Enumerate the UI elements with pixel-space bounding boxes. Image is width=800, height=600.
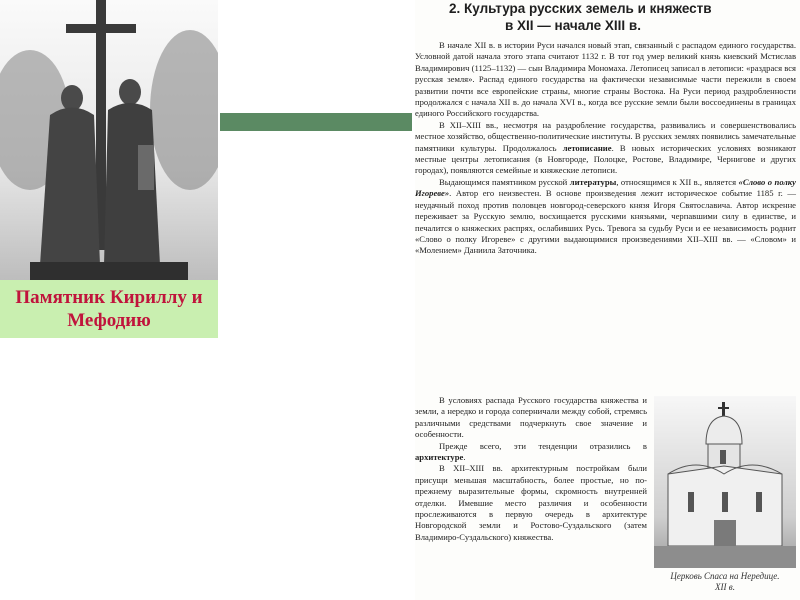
monument-caption-box bbox=[0, 280, 218, 338]
monument-photo bbox=[0, 0, 218, 280]
monument-caption: Памятник Кириллу и Мефодию bbox=[15, 287, 203, 331]
connector-bar bbox=[220, 113, 412, 131]
paragraph-4: В условиях распада Русского государства княжества и земли, а нередко и города соперничали между собой, стремясь различными средствами подчеркнуть свое значение и особенности. bbox=[415, 395, 647, 440]
textbook-page bbox=[415, 0, 800, 600]
work-title: «Слово о полку Игореве» bbox=[415, 176, 796, 199]
church-icon bbox=[654, 396, 796, 568]
monument-icon bbox=[0, 0, 218, 280]
main-text bbox=[415, 40, 796, 257]
church-caption-line-1: Церковь Спаса на Нередице. bbox=[670, 571, 780, 581]
term-letopisanie: летописание bbox=[562, 142, 612, 153]
paragraph-1: В начале XII в. в истории Руси начался новый этап, связанный с распадом единого государства. Условной датой начала этого этапа считают 1132 г. В тот год умер великий князь киевский Мстислав Владимирович (1125–1132) — сын Владимира Мономаха. Летописец записал в летописи: «раздрася вся русская земля». Распад единого государства на фактически независимые части пережили в своем развитии почти все европейские страны, многие страны Востока. На Руси период раздробленности продолжался с начала XII в. до начала XVI в., когда все русские земли были воссоединены в границах единого Российского государства. bbox=[415, 40, 796, 119]
page-title-line-2: в XII — начале XIII в. bbox=[505, 18, 641, 33]
term-arkhitektura: архитектуре bbox=[415, 452, 464, 463]
term-literatura: литературы bbox=[569, 176, 617, 187]
church-caption bbox=[654, 571, 796, 593]
architecture-text bbox=[415, 395, 647, 543]
paragraph-3: Выдающимся памятником русской литературы, относящимся к XII в., является «Слово о полку Игореве». Автор его неизвестен. В основе произведения лежит историческое событие 1185 г. — неудачный поход против половцев новгород-северского князя Игоря Святославича. Автор искренне переживает за Русскую землю, восхищается русскими князьями, черпавшими силу в единстве, и печалится о княжеских распрях, ослабивших Русь. Тревога за судьбу Руси и ее независимость роднит «Слово о полку Игореве» с другими выдающимися произведениями XII–XIII вв. — «Словом» и «Молением» Даниила Заточника. bbox=[415, 176, 796, 256]
church-caption-line-2: XII в. bbox=[715, 582, 735, 592]
paragraph-2: В XII–XIII вв., несмотря на раздробление государства, развивались и совершенствовались местное хозяйство, общественно-политические институты. В русских землях появились замечательные памятники культуры. Продолжалось летописание. В новых исторических условиях возникают местные центры летописания (в Новгороде, Полоцке, Ростове, Владимире, Чернигове и других городах), появляются семейные и княжеские летописи. bbox=[415, 119, 797, 176]
page-title-line-1: 2. Культура русских земель и княжеств bbox=[449, 1, 712, 16]
page-title bbox=[449, 0, 789, 34]
paragraph-5: Прежде всего, эти тенденции отразились в архитектуре. bbox=[415, 440, 647, 463]
paragraph-6: В XII–XIII вв. архитектурным постройкам были присущи меньшая масштабность, более простые, но по-прежнему выразительные формы, скромность внутренней отделки. Имевшие место различия и особенности прослеживаются в первую очередь в архитектуре Новгородской земли и Ростово-Суздальского (затем Владимиро-Суздальского) княжества. bbox=[415, 463, 647, 542]
church-photo bbox=[654, 396, 796, 568]
